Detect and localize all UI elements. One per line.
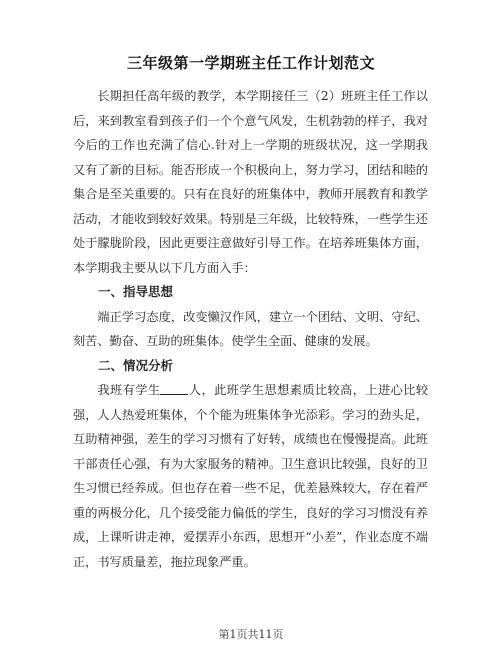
student-count-prefix: 我班有学生 (97, 383, 161, 397)
section-heading-situation-analysis: 二、情况分析 (98, 357, 174, 373)
situation-analysis-paragraph (73, 378, 428, 574)
guiding-thought-paragraph: 端正学习态度，改变懒汉作风，建立一个团结、文明、守纪、刻苦、勤奋、互助的班集体。使学生全面、健康的发展。 (73, 309, 428, 348)
document-body (73, 84, 428, 574)
intro-paragraph: 长期担任高年级的教学，本学期接任三（2）班班主任工作以后，来到教室看到孩子们一个个意气风发，生机勃勃的样子，我对今后的工作也充满了信心.针对上一学期的班级状况，这一学期我又有了新的目标。能否形成一个积极向上，努力学习，团结和睦的集合是至关重要的。只有在良好的班集体中，教师开展教育和教学活动，才能收到较好效果。特别是三年级，比较特殊，一些学生还处于朦胧阶段，因此更要注意做好引导工作。在培养班集体方面，本学期我主要从以下几方面入手： (73, 89, 428, 275)
student-count-blank (160, 382, 188, 395)
situation-analysis-text: 人，此班学生思想素质比较高，上进心比较强，人人热爱班集体，个个能为班集体争光添彩。学习的劲头足，互助精神强，差生的学习习惯有了好转，成绩也在慢慢提高。此班干部责任心强，有为大家服务的精神。卫生意识比较强，良好的卫生习惯已经养成。但也存在着一些不足，优差悬殊较大，存在着严重的两极分化，几个接受能力偏低的学生，良好的学习习惯没有养成，上课听讲走神，爱摆弄小东西，思想开“小差”，作业态度不端正，书写质量差，拖拉现象严重。 (73, 383, 429, 569)
section-heading-guiding-thought: 一、指导思想 (98, 284, 174, 299)
page-indicator: 第1页共11页 (218, 628, 284, 641)
document-title: 三年级第一学期班主任工作计划范文 (126, 54, 375, 72)
